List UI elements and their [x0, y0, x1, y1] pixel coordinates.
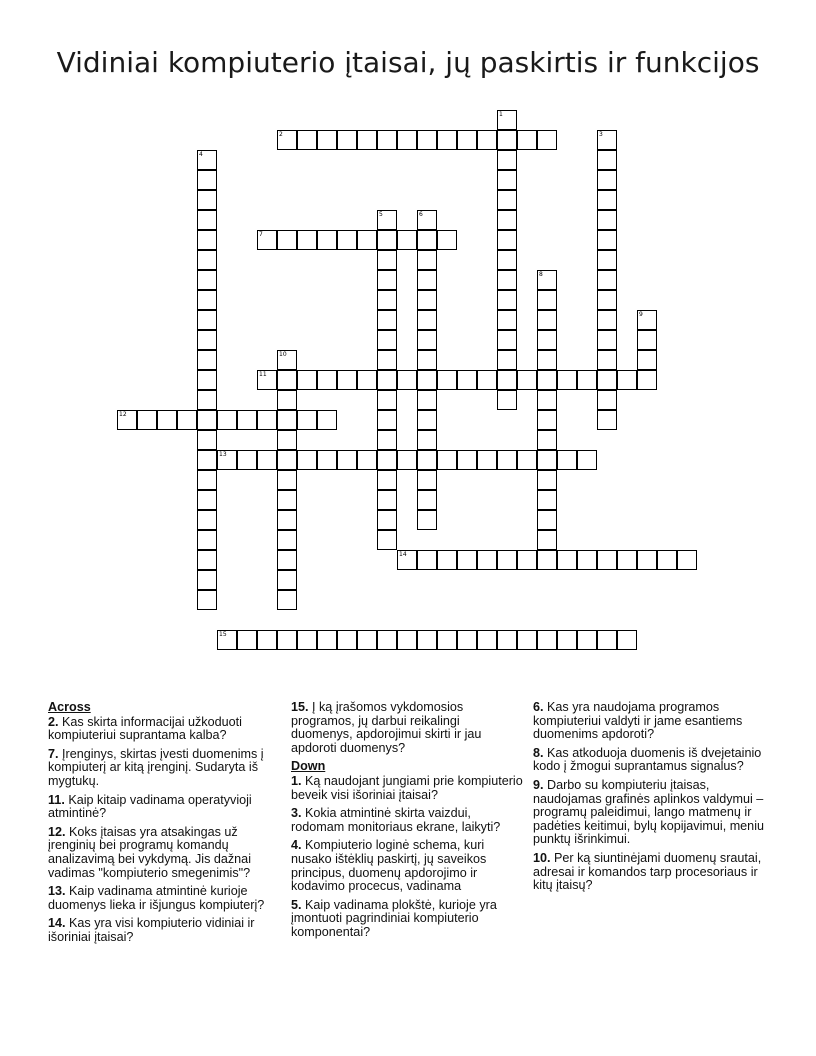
crossword-cell[interactable] — [297, 370, 317, 390]
clues-column-1 — [48, 701, 280, 950]
crossword-cell[interactable] — [237, 450, 257, 470]
crossword-cell[interactable] — [537, 270, 557, 290]
clue-number-label: 12 — [119, 411, 127, 418]
crossword-cell[interactable] — [297, 230, 317, 250]
crossword-cell[interactable] — [537, 410, 557, 430]
crossword-cell[interactable] — [417, 470, 437, 490]
crossword-cell[interactable] — [257, 450, 277, 470]
crossword-cell[interactable] — [397, 370, 417, 390]
clue-number-label: 3 — [599, 131, 603, 138]
crossword-cell[interactable] — [597, 190, 617, 210]
crossword-cell[interactable] — [537, 350, 557, 370]
crossword-cell[interactable] — [197, 530, 217, 550]
crossword-cell[interactable] — [637, 550, 657, 570]
crossword-cell[interactable] — [217, 630, 237, 650]
crossword-cell[interactable] — [597, 130, 617, 150]
crossword-cell[interactable] — [457, 370, 477, 390]
crossword-cell[interactable] — [117, 410, 137, 430]
crossword-cell[interactable] — [357, 130, 377, 150]
crossword-cell[interactable] — [197, 210, 217, 230]
crossword-cell[interactable] — [497, 290, 517, 310]
crossword-cell[interactable] — [197, 470, 217, 490]
crossword-cell[interactable] — [277, 370, 297, 390]
crossword-cell[interactable] — [197, 330, 217, 350]
crossword-cell[interactable] — [417, 250, 437, 270]
crossword-cell[interactable] — [377, 510, 397, 530]
crossword-cell[interactable] — [277, 590, 297, 610]
crossword-cell[interactable] — [197, 450, 217, 470]
crossword-cell[interactable] — [337, 230, 357, 250]
crossword-cell[interactable] — [497, 250, 517, 270]
crossword-cell[interactable] — [457, 450, 477, 470]
crossword-cell[interactable] — [397, 550, 417, 570]
crossword-cell[interactable] — [417, 390, 437, 410]
crossword-cell[interactable] — [397, 450, 417, 470]
crossword-cell[interactable] — [277, 350, 297, 370]
crossword-cell[interactable] — [417, 310, 437, 330]
crossword-cell[interactable] — [197, 570, 217, 590]
crossword-cell[interactable] — [237, 630, 257, 650]
crossword-cell[interactable] — [377, 530, 397, 550]
crossword-cell[interactable] — [417, 130, 437, 150]
crossword-cell[interactable] — [197, 350, 217, 370]
crossword-cell[interactable] — [377, 230, 397, 250]
crossword-cell[interactable] — [597, 390, 617, 410]
crossword-cell[interactable] — [597, 150, 617, 170]
crossword-cell[interactable] — [597, 290, 617, 310]
clues-column-2 — [291, 701, 523, 945]
crossword-cell[interactable] — [597, 270, 617, 290]
crossword-cell[interactable] — [197, 410, 217, 430]
crossword-cell[interactable] — [417, 410, 437, 430]
crossword-cell[interactable] — [377, 490, 397, 510]
crossword-cell[interactable] — [637, 350, 657, 370]
crossword-cell[interactable] — [537, 310, 557, 330]
crossword-cell[interactable] — [197, 150, 217, 170]
clue-number-label: 4 — [199, 151, 203, 158]
crossword-cell[interactable] — [377, 130, 397, 150]
crossword-cell[interactable] — [597, 630, 617, 650]
clue-number-label: 1 — [499, 111, 503, 118]
clues-column-3 — [533, 701, 769, 898]
crossword-cell[interactable] — [497, 230, 517, 250]
crossword-cell[interactable] — [417, 450, 437, 470]
crossword-cell[interactable] — [597, 250, 617, 270]
crossword-cell[interactable] — [157, 410, 177, 430]
crossword-cell[interactable] — [557, 450, 577, 470]
crossword-cell[interactable] — [297, 410, 317, 430]
crossword-cell[interactable] — [297, 130, 317, 150]
clue-across-2: 2. Kas skirta informacijai užkoduoti kompiuteriui suprantama kalba? — [48, 714, 242, 743]
crossword-cell[interactable] — [597, 550, 617, 570]
crossword-cell[interactable] — [517, 130, 537, 150]
crossword-cell[interactable] — [577, 630, 597, 650]
crossword-cell[interactable] — [377, 350, 397, 370]
crossword-cell[interactable] — [597, 170, 617, 190]
crossword-cell[interactable] — [317, 370, 337, 390]
crossword-cell[interactable] — [537, 390, 557, 410]
crossword-cell[interactable] — [497, 170, 517, 190]
crossword-cell[interactable] — [497, 310, 517, 330]
crossword-cell[interactable] — [197, 550, 217, 570]
crossword-cell[interactable] — [237, 410, 257, 430]
clue-number-label: 5 — [379, 211, 383, 218]
crossword-cell[interactable] — [357, 450, 377, 470]
crossword-cell[interactable] — [417, 430, 437, 450]
crossword-cell[interactable] — [337, 630, 357, 650]
crossword-cell[interactable] — [497, 210, 517, 230]
crossword-cell[interactable] — [537, 530, 557, 550]
crossword-cell[interactable] — [377, 330, 397, 350]
across-heading: Across — [48, 700, 91, 714]
crossword-cell[interactable] — [537, 550, 557, 570]
crossword-cell[interactable] — [457, 130, 477, 150]
crossword-cell[interactable] — [637, 330, 657, 350]
crossword-cell[interactable] — [417, 230, 437, 250]
crossword-cell[interactable] — [417, 490, 437, 510]
clue-number-label: 13 — [219, 451, 227, 458]
clue-down-9: 9. Darbo su kompiuteriu įtaisas, naudojamas grafinės aplinkos valdymui – programų paleidimui, lango matmenų ir padėties keitimui, bylų kopijavimui, meniu punktų išrinkimui. — [533, 777, 764, 847]
crossword-cell[interactable] — [277, 530, 297, 550]
crossword-cell[interactable] — [417, 350, 437, 370]
crossword-cell[interactable] — [497, 130, 517, 150]
crossword-cell[interactable] — [417, 550, 437, 570]
down-heading: Down — [291, 759, 326, 774]
crossword-cell[interactable] — [277, 510, 297, 530]
crossword-cell[interactable] — [357, 230, 377, 250]
crossword-cell[interactable] — [377, 270, 397, 290]
crossword-cell[interactable] — [477, 550, 497, 570]
crossword-cell[interactable] — [377, 450, 397, 470]
crossword-cell[interactable] — [597, 210, 617, 230]
clue-number-label: 14 — [399, 551, 407, 558]
clue-number-label: 10 — [279, 351, 287, 358]
crossword-cell[interactable] — [337, 450, 357, 470]
crossword-cell[interactable] — [477, 630, 497, 650]
clue-down-3: 3. Kokia atmintinė skirta vaizdui, rodomam monitoriaus ekrane, laikyti? — [291, 806, 501, 834]
crossword-cell[interactable] — [657, 550, 677, 570]
crossword-cell[interactable] — [277, 570, 297, 590]
crossword-cell[interactable] — [517, 450, 537, 470]
crossword-cell[interactable] — [497, 190, 517, 210]
crossword-cell[interactable] — [497, 330, 517, 350]
crossword-cell[interactable] — [197, 290, 217, 310]
crossword-cell[interactable] — [617, 370, 637, 390]
crossword-cell[interactable] — [417, 290, 437, 310]
crossword-cell[interactable] — [197, 230, 217, 250]
crossword-cell[interactable] — [377, 630, 397, 650]
crossword-cell[interactable] — [197, 270, 217, 290]
crossword-cell[interactable] — [277, 550, 297, 570]
crossword-cell[interactable] — [417, 510, 437, 530]
crossword-cell[interactable] — [197, 590, 217, 610]
crossword-cell[interactable] — [337, 370, 357, 390]
crossword-cell[interactable] — [317, 450, 337, 470]
crossword-cell[interactable] — [437, 450, 457, 470]
crossword-cell[interactable] — [197, 490, 217, 510]
crossword-cell[interactable] — [517, 550, 537, 570]
crossword-cell[interactable] — [257, 630, 277, 650]
crossword-cell[interactable] — [617, 550, 637, 570]
crossword-cell[interactable] — [257, 370, 277, 390]
clue-down-8: 8. Kas atkoduoja duomenis iš dvejetainio kodo į žmogui suprantamus signalus? — [533, 745, 762, 774]
crossword-cell[interactable] — [677, 550, 697, 570]
crossword-cell[interactable] — [277, 390, 297, 410]
crossword-cell[interactable] — [277, 630, 297, 650]
crossword-cell[interactable] — [437, 130, 457, 150]
clue-number-label: 7 — [259, 231, 263, 238]
crossword-cell[interactable] — [177, 410, 197, 430]
crossword-cell[interactable] — [377, 290, 397, 310]
crossword-cell[interactable] — [197, 190, 217, 210]
crossword-cell[interactable] — [497, 450, 517, 470]
crossword-cell[interactable] — [197, 510, 217, 530]
crossword-cell[interactable] — [257, 230, 277, 250]
clue-down-10: 10. Per ką siuntinėjami duomenų srautai, adresai ir komandos tarp procesoriaus ir kitų įtaisų? — [533, 850, 762, 893]
crossword-cell[interactable] — [437, 550, 457, 570]
crossword-cell[interactable] — [277, 470, 297, 490]
crossword-cell[interactable] — [477, 450, 497, 470]
crossword-cell[interactable] — [217, 450, 237, 470]
crossword-cell[interactable] — [197, 250, 217, 270]
crossword-cell[interactable] — [497, 350, 517, 370]
crossword-cell[interactable] — [417, 370, 437, 390]
crossword-cell[interactable] — [597, 330, 617, 350]
crossword-cell[interactable] — [537, 430, 557, 450]
crossword-cell[interactable] — [477, 130, 497, 150]
crossword-cell[interactable] — [597, 310, 617, 330]
crossword-cell[interactable] — [537, 330, 557, 350]
crossword-cell[interactable] — [557, 550, 577, 570]
clue-across-12: 12. Koks įtaisas yra atsakingas už įrenginių bei programų komandų analizavimą bei vykdymą. Jis dažnai vadimas "kompiuterio smegenimis"? — [48, 824, 251, 880]
crossword-cell[interactable] — [637, 310, 657, 330]
crossword-cell[interactable] — [477, 370, 497, 390]
crossword-cell[interactable] — [637, 370, 657, 390]
crossword-cell[interactable] — [317, 130, 337, 150]
crossword-cell[interactable] — [377, 390, 397, 410]
crossword-cell[interactable] — [537, 510, 557, 530]
clue-down-1: 1. Ką naudojant jungiami prie kompiuterio beveik visi išoriniai įtaisai? — [291, 773, 523, 802]
crossword-cell[interactable] — [497, 110, 517, 130]
crossword-cell[interactable] — [377, 250, 397, 270]
crossword-cell[interactable] — [597, 370, 617, 390]
clue-number-label: 9 — [639, 311, 643, 318]
crossword-cell[interactable] — [537, 450, 557, 470]
crossword-cell[interactable] — [457, 550, 477, 570]
crossword-cell[interactable] — [397, 630, 417, 650]
crossword-cell[interactable] — [617, 630, 637, 650]
crossword-cell[interactable] — [537, 290, 557, 310]
crossword-cell[interactable] — [597, 350, 617, 370]
crossword-cell[interactable] — [197, 310, 217, 330]
crossword-cell[interactable] — [277, 450, 297, 470]
clue-across-11: 11. Kaip kitaip vadinama operatyvioji atmintinė? — [48, 792, 252, 821]
crossword-cell[interactable] — [597, 410, 617, 430]
crossword-cell[interactable] — [597, 230, 617, 250]
crossword-cell[interactable] — [297, 450, 317, 470]
crossword-cell[interactable] — [417, 270, 437, 290]
clue-number-label: 8 — [539, 271, 543, 278]
crossword-cell[interactable] — [317, 630, 337, 650]
crossword-cell[interactable] — [397, 230, 417, 250]
crossword-cell[interactable] — [497, 550, 517, 570]
crossword-cell[interactable] — [377, 410, 397, 430]
page-title: Vidiniai kompiuterio įtaisai, jų paskirtis ir funkcijos — [56, 46, 760, 79]
crossword-cell[interactable] — [537, 130, 557, 150]
crossword-cell[interactable] — [317, 410, 337, 430]
crossword-cell[interactable] — [537, 370, 557, 390]
crossword-cell[interactable] — [377, 430, 397, 450]
crossword-cell[interactable] — [257, 410, 277, 430]
crossword-cell[interactable] — [197, 170, 217, 190]
crossword-cell[interactable] — [197, 390, 217, 410]
crossword-cell[interactable] — [537, 490, 557, 510]
crossword-cell[interactable] — [197, 370, 217, 390]
crossword-cell[interactable] — [377, 210, 397, 230]
crossword-cell[interactable] — [197, 430, 217, 450]
crossword-cell[interactable] — [457, 630, 477, 650]
clue-across-13: 13. Kaip vadinama atmintinė kurioje duomenys lieka ir išjungus kompiuterį? — [48, 884, 265, 912]
crossword-cell[interactable] — [577, 550, 597, 570]
crossword-cell[interactable] — [217, 410, 237, 430]
crossword-cell[interactable] — [297, 630, 317, 650]
crossword-cell[interactable] — [417, 210, 437, 230]
crossword-cell[interactable] — [377, 310, 397, 330]
crossword-cell[interactable] — [137, 410, 157, 430]
crossword-cell[interactable] — [437, 630, 457, 650]
crossword-cell[interactable] — [377, 370, 397, 390]
crossword-cell[interactable] — [277, 410, 297, 430]
crossword-cell[interactable] — [537, 630, 557, 650]
clue-number-label: 6 — [419, 211, 423, 218]
crossword-cell[interactable] — [497, 630, 517, 650]
crossword-cell[interactable] — [277, 430, 297, 450]
clue-down-5: 5. Kaip vadinama plokštė, kurioje yra įmontuoti pagrindiniai kompiuterio komponentai? — [291, 897, 497, 939]
crossword-cell[interactable] — [517, 630, 537, 650]
crossword-cell[interactable] — [357, 630, 377, 650]
crossword-cell[interactable] — [357, 370, 377, 390]
clue-down-4: 4. Kompiuterio loginė schema, kuri nusako ištėklių paskirtį, jų saveikos principus, duomenų apdorojimo ir kodavimo procecus, vadinama — [291, 838, 487, 894]
crossword-cell[interactable] — [417, 330, 437, 350]
crossword-cell[interactable] — [337, 130, 357, 150]
crossword-cell[interactable] — [557, 370, 577, 390]
crossword-cell[interactable] — [577, 370, 597, 390]
clue-number-label: 11 — [259, 371, 267, 378]
crossword-cell[interactable] — [537, 470, 557, 490]
clue-across-7: 7. Įrenginys, skirtas įvesti duomenims į kompiuterį ar kitą įrenginį. Sudaryta iš mygtukų. — [48, 746, 264, 788]
crossword-cell[interactable] — [437, 370, 457, 390]
clue-down-6: 6. Kas yra naudojama programos kompiuteriui valdyti ir jame esantiems duomenims apdoroti? — [533, 700, 743, 742]
crossword-cell[interactable] — [277, 130, 297, 150]
crossword-cell[interactable] — [497, 370, 517, 390]
crossword-cell[interactable] — [417, 630, 437, 650]
crossword-cell[interactable] — [577, 450, 597, 470]
clue-across-15: 15. Į ką įrašomos vykdomosios programos, jų darbui reikalingi duomenys, apdorojimui skirti ir jau apdoroti duomenys? — [291, 700, 482, 755]
crossword-cell[interactable] — [277, 490, 297, 510]
crossword-cell[interactable] — [317, 230, 337, 250]
crossword-cell[interactable] — [377, 470, 397, 490]
crossword-cell[interactable] — [277, 230, 297, 250]
clue-number-label: 15 — [219, 631, 227, 638]
crossword-cell[interactable] — [557, 630, 577, 650]
crossword-cell[interactable] — [517, 370, 537, 390]
crossword-cell[interactable] — [497, 150, 517, 170]
crossword-cell[interactable] — [437, 230, 457, 250]
clue-across-14: 14. Kas yra visi kompiuterio vidiniai ir išoriniai įtaisai? — [48, 916, 255, 944]
clue-number-label: 2 — [279, 131, 283, 138]
crossword-cell[interactable] — [397, 130, 417, 150]
crossword-cell[interactable] — [497, 270, 517, 290]
crossword-cell[interactable] — [497, 390, 517, 410]
